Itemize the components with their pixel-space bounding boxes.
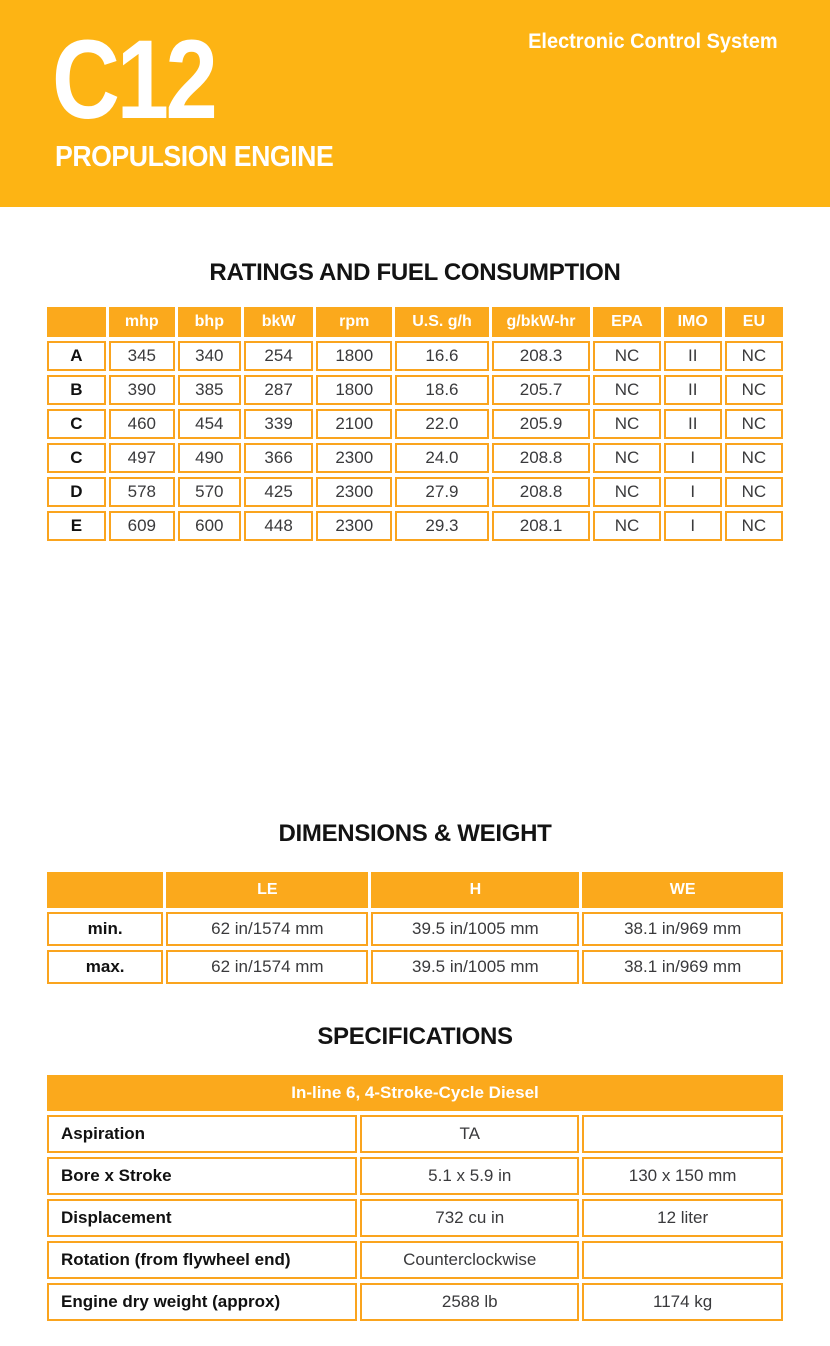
ratings-header [47,307,783,337]
table-row [47,1283,783,1321]
dimensions-column-header: LE [166,872,368,908]
rating-value-cell: NC [725,511,783,541]
rating-value-cell: 345 [109,341,175,371]
rating-value-cell: 2100 [316,409,392,439]
rating-value-cell: NC [593,443,660,473]
rating-value-cell: 340 [178,341,241,371]
spec-value-cell: TA [360,1115,579,1153]
ratings-column-header: U.S. g/h [395,307,489,337]
spec-value-cell: 1174 kg [582,1283,783,1321]
table-row [47,341,783,371]
rating-value-cell: 1800 [316,341,392,371]
rating-value-cell: 208.8 [492,477,591,507]
dimensions-column-header: WE [582,872,783,908]
dimensions-body [47,912,783,984]
rating-value-cell: 460 [109,409,175,439]
spec-label: Engine dry weight (approx) [47,1283,357,1321]
spec-value-cell [582,1241,783,1279]
ratings-column-header: rpm [316,307,392,337]
table-row [47,1157,783,1195]
rating-row-label: B [47,375,106,405]
specs-header [47,1075,783,1111]
ratings-header-row [47,307,783,337]
table-row [47,912,783,946]
rating-value-cell: 448 [244,511,313,541]
rating-value-cell: NC [593,409,660,439]
rating-row-label: E [47,511,106,541]
rating-value-cell: NC [725,341,783,371]
dimension-row-label: min. [47,912,163,946]
dimension-value-cell: 39.5 in/1005 mm [371,912,579,946]
spec-value-cell: 12 liter [582,1199,783,1237]
rating-value-cell: 454 [178,409,241,439]
ratings-column-header: IMO [664,307,722,337]
rating-value-cell: NC [593,477,660,507]
rating-value-cell: 24.0 [395,443,489,473]
ratings-column-header: bkW [244,307,313,337]
rating-value-cell: NC [593,341,660,371]
table-row [47,1241,783,1279]
ratings-table [44,303,786,545]
table-row [47,1115,783,1153]
specs-engine-config-header: In-line 6, 4-Stroke-Cycle Diesel [47,1075,783,1111]
spec-label: Rotation (from flywheel end) [47,1241,357,1279]
rating-value-cell: 208.8 [492,443,591,473]
rating-value-cell: 27.9 [395,477,489,507]
rating-value-cell: 366 [244,443,313,473]
specifications-section-title: SPECIFICATIONS [317,1023,513,1050]
dimensions-corner-cell [47,872,163,908]
rating-value-cell: 2300 [316,477,392,507]
rating-value-cell: NC [725,443,783,473]
rating-value-cell: 29.3 [395,511,489,541]
ratings-column-header: EPA [593,307,660,337]
engine-type-subtitle: PROPULSION ENGINE [55,141,334,173]
rating-value-cell: 385 [178,375,241,405]
rating-value-cell: 16.6 [395,341,489,371]
specs-header-row [47,1075,783,1111]
rating-value-cell: 425 [244,477,313,507]
spec-value-cell: 5.1 x 5.9 in [360,1157,579,1195]
dimension-value-cell: 62 in/1574 mm [166,950,368,984]
rating-value-cell: II [664,375,722,405]
rating-value-cell: 287 [244,375,313,405]
rating-value-cell: NC [725,477,783,507]
ratings-column-header: mhp [109,307,175,337]
rating-value-cell: 609 [109,511,175,541]
rating-value-cell: 22.0 [395,409,489,439]
rating-row-label: C [47,409,106,439]
rating-value-cell: 497 [109,443,175,473]
rating-value-cell: I [664,477,722,507]
rating-value-cell: I [664,443,722,473]
ratings-column-header: EU [725,307,783,337]
ratings-corner-cell [47,307,106,337]
rating-value-cell: 578 [109,477,175,507]
spec-value-cell: Counterclockwise [360,1241,579,1279]
rating-row-label: A [47,341,106,371]
rating-value-cell: 2300 [316,511,392,541]
table-row [47,443,783,473]
spec-label: Displacement [47,1199,357,1237]
rating-value-cell: NC [725,375,783,405]
rating-row-label: D [47,477,106,507]
dimension-value-cell: 38.1 in/969 mm [582,912,783,946]
spec-value-cell [582,1115,783,1153]
rating-value-cell: 205.7 [492,375,591,405]
spec-value-cell: 130 x 150 mm [582,1157,783,1195]
rating-value-cell: 205.9 [492,409,591,439]
dimensions-section-title: DIMENSIONS & WEIGHT [278,820,552,847]
table-row [47,409,783,439]
rating-value-cell: 570 [178,477,241,507]
rating-value-cell: 208.3 [492,341,591,371]
spec-value-cell: 732 cu in [360,1199,579,1237]
rating-value-cell: NC [593,511,660,541]
rating-value-cell: I [664,511,722,541]
dimension-value-cell: 39.5 in/1005 mm [371,950,579,984]
rating-value-cell: 18.6 [395,375,489,405]
dimension-value-cell: 38.1 in/969 mm [582,950,783,984]
dimension-row-label: max. [47,950,163,984]
rating-value-cell: NC [593,375,660,405]
rating-value-cell: 2300 [316,443,392,473]
dimensions-table [44,868,786,988]
spec-label: Aspiration [47,1115,357,1153]
rating-value-cell: 208.1 [492,511,591,541]
table-row [47,950,783,984]
rating-value-cell: 254 [244,341,313,371]
rating-value-cell: 339 [244,409,313,439]
rating-row-label: C [47,443,106,473]
ratings-section-title: RATINGS AND FUEL CONSUMPTION [209,259,621,286]
rating-value-cell: 490 [178,443,241,473]
specs-body [47,1115,783,1321]
ratings-body [47,341,783,541]
specifications-table [44,1071,786,1325]
header-banner [0,0,830,207]
table-row [47,375,783,405]
rating-value-cell: 1800 [316,375,392,405]
table-row [47,1199,783,1237]
ratings-column-header: bhp [178,307,241,337]
dimensions-header-row [47,872,783,908]
rating-value-cell: NC [725,409,783,439]
rating-value-cell: 390 [109,375,175,405]
dimensions-column-header: H [371,872,579,908]
spec-value-cell: 2588 lb [360,1283,579,1321]
spec-label: Bore x Stroke [47,1157,357,1195]
engine-model-title: C12 [52,17,215,142]
table-row [47,477,783,507]
table-row [47,511,783,541]
dimension-value-cell: 62 in/1574 mm [166,912,368,946]
ratings-column-header: g/bkW-hr [492,307,591,337]
rating-value-cell: II [664,409,722,439]
rating-value-cell: II [664,341,722,371]
dimensions-header [47,872,783,908]
control-system-tagline: Electronic Control System [528,30,778,53]
rating-value-cell: 600 [178,511,241,541]
